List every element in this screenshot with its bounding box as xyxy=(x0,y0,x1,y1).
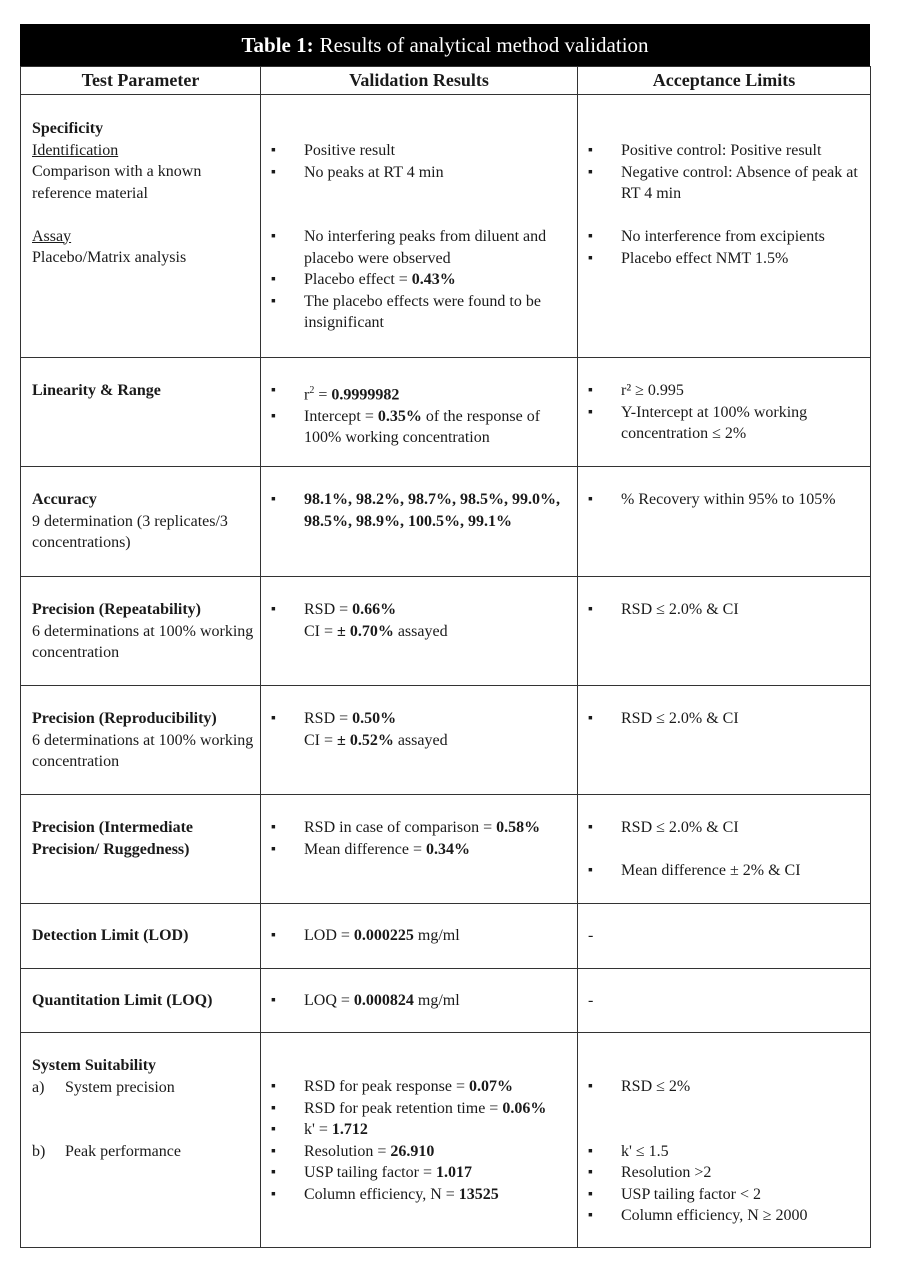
ci-line: CI = ± 0.70% assayed xyxy=(304,622,448,640)
limits-repeatability xyxy=(578,577,871,686)
param-desc: 6 determinations at 100% working concentration xyxy=(32,731,254,770)
table-row-repeatability xyxy=(21,577,871,686)
ci-line: CI = ± 0.52% assayed xyxy=(304,731,448,749)
assay-label: Assay xyxy=(32,227,72,245)
results-reproducibility xyxy=(261,686,578,795)
list-item: ▪ LOQ = 0.000824 mg/ml xyxy=(271,990,573,1012)
table-row-reproducibility xyxy=(21,686,871,795)
table-row-system-suitability xyxy=(21,1033,871,1248)
param-title: Precision (Repeatability) xyxy=(32,601,202,618)
results-accuracy xyxy=(261,467,578,577)
sub-item-a: a) System precision xyxy=(32,1078,175,1096)
validation-table xyxy=(20,66,871,1248)
limits-ident-list xyxy=(588,140,866,205)
list-item: ▪ Positive control: Positive result xyxy=(588,140,866,162)
list-item: ▪ USP tailing factor < 2 xyxy=(588,1184,866,1206)
param-title: Specificity xyxy=(32,120,104,137)
list-item: ▪ No interfering peaks from diluent and placebo were observed xyxy=(271,226,573,269)
param-desc: 9 determination (3 replicates/3 concentrations) xyxy=(32,512,228,551)
list-item: ▪ $r^2 = 0.9999982$ xyxy=(271,380,573,406)
list-item: ▪ Negative control: Absence of peak at RT 4 min xyxy=(588,162,866,205)
table-row-linearity xyxy=(21,358,871,467)
param-reproducibility xyxy=(21,686,261,795)
list-item: ▪ Resolution >2 xyxy=(588,1162,866,1184)
list-item: ▪ RSD ≤ 2.0% & CI xyxy=(588,599,866,621)
header-acceptance-limits: Acceptance Limits xyxy=(578,67,871,95)
list-item: ▪ USP tailing factor = 1.017 xyxy=(271,1162,573,1184)
list-item: ▪ Column efficiency, N = 13525 xyxy=(271,1184,573,1206)
sub-item-b: b) Peak performance xyxy=(32,1143,181,1160)
limits-suitability xyxy=(578,1033,871,1248)
results-linearity xyxy=(261,358,578,467)
results-assay-list xyxy=(271,226,573,334)
list-item: ▪ No peaks at RT 4 min xyxy=(271,162,573,184)
param-title: Linearity & Range xyxy=(32,382,161,399)
param-desc: 6 determinations at 100% working concentration xyxy=(32,622,254,661)
param-suitability xyxy=(21,1033,261,1248)
results-lod xyxy=(261,904,578,969)
list-item: ▪ Mean difference = 0.34% xyxy=(271,839,547,861)
list-item: ▪ Y-Intercept at 100% working concentration ≤ 2% xyxy=(588,402,866,445)
header-row xyxy=(21,67,871,95)
assay-desc: Placebo/Matrix analysis xyxy=(32,249,187,266)
table-row-loq xyxy=(21,969,871,1033)
list-item: ▪ 98.1%, 98.2%, 98.7%, 98.5%, 99.0%, 98.5%, 98.9%, 100.5%, 99.1% xyxy=(271,489,573,532)
list-item: ▪ The placebo effects were found to be insignificant xyxy=(271,291,573,334)
table-title-text: Results of analytical method validation xyxy=(319,32,649,57)
results-suitability xyxy=(261,1033,578,1248)
table-row-intermediate-precision xyxy=(21,795,871,904)
list-item: ▪ Mean difference ± 2% & CI xyxy=(588,860,866,882)
list-item: ▪ % Recovery within 95% to 105% xyxy=(588,489,866,511)
limits-loq: - xyxy=(578,969,871,1033)
param-loq xyxy=(21,969,261,1033)
param-repeatability xyxy=(21,577,261,686)
list-item: ▪ Intercept = 0.35% of the response of 100% working concentration xyxy=(271,406,573,449)
list-item: ▪ No interference from excipients xyxy=(588,226,866,248)
ident-label: Identification xyxy=(32,141,119,159)
list-item: ▪ RSD ≤ 2.0% & CI xyxy=(588,817,866,839)
param-title: Precision (Reproducibility) xyxy=(32,710,217,727)
results-ident-list xyxy=(271,140,573,183)
table-row-specificity xyxy=(21,95,871,358)
limits-lod: - xyxy=(578,904,871,969)
list-item: ▪ k' = 1.712 xyxy=(271,1119,573,1141)
param-title: System Suitability xyxy=(32,1057,157,1074)
header-validation-results: Validation Results xyxy=(261,67,578,95)
param-linearity xyxy=(21,358,261,467)
limits-linearity xyxy=(578,358,871,467)
param-lod xyxy=(21,904,261,969)
param-accuracy xyxy=(21,467,261,577)
results-loq xyxy=(261,969,578,1033)
param-title: Detection Limit (LOD) xyxy=(32,927,189,945)
table-row-accuracy xyxy=(21,467,871,577)
list-item: ▪ RSD for peak response = 0.07% xyxy=(271,1076,573,1098)
param-title: Precision (Intermediate Precision/ Ruggedness) xyxy=(32,819,193,858)
validation-table-sheet xyxy=(20,24,870,1248)
list-item: ▪ r² ≥ 0.995 xyxy=(588,380,866,402)
list-item: ▪ k' ≤ 1.5 xyxy=(588,1141,866,1163)
list-item: ▪ Resolution = 26.910 xyxy=(271,1141,573,1163)
list-item: ▪ Placebo effect = 0.43% xyxy=(271,269,573,291)
limits-accuracy xyxy=(578,467,871,577)
limits-specificity xyxy=(578,95,871,358)
list-item: ▪ RSD = 0.66% xyxy=(271,599,573,621)
list-item: ▪ RSD ≤ 2% xyxy=(588,1076,866,1098)
param-title: Accuracy xyxy=(32,491,97,508)
table-title-label: Table 1: xyxy=(241,32,314,57)
list-item: ▪ LOD = 0.000225 mg/ml xyxy=(271,925,573,947)
limits-assay-list xyxy=(588,226,866,269)
limits-reproducibility xyxy=(578,686,871,795)
ident-desc: Comparison with a known reference material xyxy=(32,163,202,202)
list-item: ▪ Positive result xyxy=(271,140,573,162)
list-item: ▪ RSD for peak retention time = 0.06% xyxy=(271,1098,573,1120)
header-test-parameter: Test Parameter xyxy=(21,67,261,95)
table-title xyxy=(20,24,870,66)
results-repeatability xyxy=(261,577,578,686)
param-specificity xyxy=(21,95,261,358)
table-row-lod xyxy=(21,904,871,969)
results-intermediate xyxy=(261,795,578,904)
param-title: Quantitation Limit (LOQ) xyxy=(32,991,213,1009)
list-item: ▪ Column efficiency, N ≥ 2000 xyxy=(588,1205,866,1227)
list-item: ▪ RSD ≤ 2.0% & CI xyxy=(588,708,866,730)
list-item: ▪ Placebo effect NMT 1.5% xyxy=(588,248,866,270)
limits-intermediate xyxy=(578,795,871,904)
list-item: ▪ RSD = 0.50% xyxy=(271,708,573,730)
results-specificity xyxy=(261,95,578,358)
param-intermediate xyxy=(21,795,261,904)
list-item: ▪ RSD in case of comparison = 0.58% xyxy=(271,817,547,839)
